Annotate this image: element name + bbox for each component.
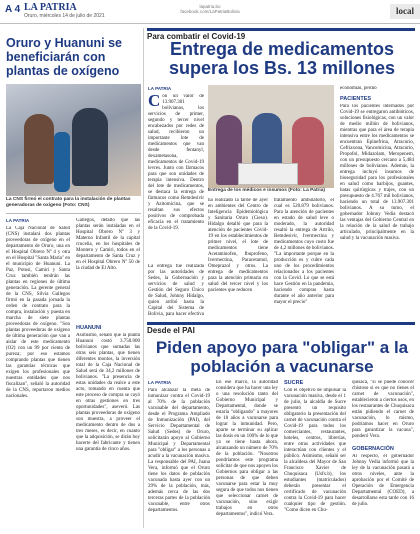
page-header bbox=[0, 0, 420, 24]
bottom-column-1: Para alcanzar la meta de inmunizar contra el Covid-19 al 70% de la población vacunable del departamento, desde el Programa Ampliado de Inmunización (PAI), del Servicio Departamental de Salud (Sedes) de Oruro, solicitarán apoyo al Gobierno Municipal y Departamental para "obligar" a los personas a acudir a la vacunación masiva. La responsable del PAI, Juana Vera, informó que el Oruro tiene los datos de población vacunada hasta ayer con un 29% de la población, más, además cerca de las dos terceras partes de la población vacunable, entre otros departamentos. bbox=[148, 388, 210, 513]
main-column-1 bbox=[148, 94, 204, 262]
web-address: lapatria.bo facebook.com/LaPatriaBolivia bbox=[180, 4, 240, 14]
photo-figure bbox=[54, 132, 70, 192]
main-column-3: ha realizado la tarde de ayer en ambientes del Centro de Inteligencia Epidemiológica y Sanitaria Oruro (Cieso). Hidalgo detalló que para la atención de pacientes Covid-19 en los establecimientos de primer nivel, el lote de medicamentos tiene Acetaminofen, Ibuprofeno, Ivermectina, Paracetamol, Omeprazol y otros. La entrega de medicamentos para la atención primaria en salud del tercer nivel y los pacientes que reducen bbox=[208, 198, 268, 293]
main-headline: Entrega de medicamentos supera los Bs. 13 millones bbox=[168, 39, 396, 78]
left-caption: La CNS firmó el contrato para la instalación de plantas generadoras de oxígeno (Foto: CNS) bbox=[6, 197, 131, 208]
main-caption: Entrega de los médicos e insumos (Foto: La Patria) bbox=[208, 188, 326, 193]
photo-box bbox=[238, 163, 298, 185]
bottom-headline: Piden apoyo para "obligar" a la población a vacunarse bbox=[155, 338, 409, 376]
main-column-5b: Para los pacientes internados por Covid-19 se entregaron antibióticos, soluciones fisiológicas, con un valor de medio millón de bolivianos, mientras que para el área de terapia intensiva entre los medicamentos se encuentran Epinefrina, Atracurio, Cefriaxona, Vancomicina, Atracurio, Propofol, Midazolam, Meropenem, con un presupuesto cercano a 5,484 millones de bolivianos. Además, la entrega incluyó insumos de bioseguridad para los profesionales en salud como barbijos, guantes, batas quirúrgicas y trajes, con un presupuesto de 4.767 mil bolivianos, haciendo un total de 13.907.301 bolivianos. A su turno, el gobernador Johnny Vedia destacó las ventajas del Gobierno Central en la relación de la salud de trabajo articulado, principalmente en la salud y la vacunación masiva. bbox=[340, 104, 414, 241]
main-byline: LA PATRIA bbox=[148, 86, 172, 91]
bottom-byline: LA PATRIA bbox=[148, 380, 172, 385]
bottom-kicker: Desde el PAI bbox=[147, 322, 415, 334]
issue-date: Oruro, miércoles 14 de julio de 2021 bbox=[24, 13, 105, 19]
photo-figure bbox=[72, 108, 108, 186]
left-photo bbox=[6, 84, 141, 196]
main-column-2: La entrega fue realizada por las autoridades de Sedes, la Gobernación y servicios de salud y Gestión del Seguro Único de Salud, Johnny Hidalgo, quien arribó hasta la Capital del Sistema de Bolivia, para hacer efectiva bbox=[148, 264, 204, 316]
bottom-column-4b: Al respecto, el gobernador Johnny Vedia informó que la ley de la vacunación pasará a otros niveles, ante la aprobación por el Comité de Operación de Emergencia Departamental (COED), a desarrollarse esta tarde con 16 de julio. bbox=[352, 454, 414, 507]
main-column-5: economías, perdió bbox=[340, 86, 377, 91]
left-column-2: Gallegos, detalló que las plantas serán instaladas en el Hospital Obrero Nº 3 y Materno Infantil de la capital cruceña, en los hospitales de Montero y Camiri, todos en el departamento de Santa Cruz y en el Hospital Obrero Nº 50 de la ciudad de El Alto. bbox=[76, 218, 140, 271]
main-subhead: PACIENTES bbox=[340, 96, 372, 102]
main-column-4: tratamiento ambulatorio, el cual es 520.879 bolivianos. Para la atención de pacientes en estado de salud leve o moderado, la autoridad resaltó la entrega de Artrilo, Bemdesivir, Ivermectina y medicamentos cuyo costo fue de 4,2 millones de bolivianos. "La importante porque en la producción es y cubre cada uno de los procedimientos relacionados a los pacientes con la Covid. Lo que se está hace Gestión en la pandemia, haciendo compras hasta durante el año anterior para mayor el precio" bbox=[274, 198, 334, 305]
drop-cap: C bbox=[148, 94, 161, 110]
page-number: A 4 bbox=[5, 4, 21, 15]
divider bbox=[6, 213, 141, 214]
bottom-subhead: SUCRE bbox=[284, 380, 304, 386]
main-column-1-text: on un valor de 13.907.301 bolivianos, los servicios de primer, segundo y tercer nivel encabezados por redes de salud, recibieron un importante lote de medicamentos que van desde fentanyl, dexametasona, medicamentos de Covid-19 levres. Junto con fármacos para que son unidades de terapia intensiva. Dentro del lote de medicamentos, se destaca la entrega de fármacos como Remdesivir y Azitomicina, que se resaltan sus efectos positivos de comprobada eficacia en el tratamiento de la Covid-19. bbox=[148, 94, 204, 231]
bottom-column-2: En ese marco, la autoridad considera que ha hacer una ley o una resolución tanto del Gobierno Municipal y Departamental, donde se estaría "obligando" a mayores de 18 años a vacunarse para lograr la inmunidad. Pero, aparte se terminar su aplicar las dosis en un 100% de lo que ya se tiene hasta ahora, alcanzando un número de 70% de la población. "Nosotros pondríamos este programa solicitar de que nos apoyen los Gobiernos para obligar a las personas de que deben vacunarse para estar la muy segura de que todos nos tienen que seleccionar carnet de vacunación, sino exigir trabajos en otros departamentos", indicó Vera. bbox=[216, 380, 278, 517]
section-tag: local bbox=[390, 4, 420, 19]
main-photo bbox=[208, 85, 334, 188]
left-column-1: La Caja Nacional de Salud (CNS) instalará dos plantas proveedoras de oxígeno en el departamento de Oruro, una en el Hospital Obrero Nº 4 y otra en el Hospital "Santa María" en el municipio de Huanuni. La Paz, Potosí, Camiri y Santa Cruz también tendrán las plantas en regiones de última generación. La gerente general de la CNS, Silvia Gallegos firmó en la pasada jornada la orden de contrato para la compra, instalación y puesta en marcha de siete plantas proveedoras de oxígeno. "Son plantas proveedoras de oxígeno de última generación que van a aislar de este medicamento (O2) con un 99 por ciento de pureza; por eso estamos comprando plantas que tienen las garantías técnicas que exigen los profesionales que nuestras entidades que nos fiscalizan", señaló la autoridad de la CNS, reportaron medios nacionales. bbox=[6, 226, 70, 399]
bottom-column-4: quisaca, "si se puede conocer chistoso si es que no tienes el carnet de vacunación", establecieron a ciertos usos, en los restaurantes de Chuquisaca están pidiendo el carnet de vacunación, lo mismo, podríamos hacer en Oruro para garantizar la vacuna", ponderó Vera. bbox=[352, 380, 414, 439]
left-headline: Oruro y Huanuni se beneficiarán con plantas de oxígeno bbox=[6, 36, 122, 78]
photo-figure bbox=[24, 114, 54, 184]
main-kicker: Para combatir el Covid-19 bbox=[147, 28, 415, 39]
bottom-subhead-2: GOBERNACIÓN bbox=[352, 446, 394, 452]
left-column-2b: Asimismo, señaló que la planta Huanuni costó 3.750.000 bolivianos que sumadas las otras seis plantas, que tienen diferentes montos, la inversión total de la Caja Nacional de Salud será de 34,2 millones de bolivianos. "La presencia de estas unidades da realce a este acto, tomando en cuenta que este proceso de compra se cayó en otras gestiones en tres oportunidades", aseveró. Las plantas proveedoras de oxígeno son muestra, a proveer el medicamento dentro de dos a tres meses, es decir, en cuanto que la adquisición, se dirán hoy hacerte del fabricante y tienen una garantía de cinco años. bbox=[76, 333, 140, 452]
left-subhead: HUANUNI bbox=[76, 325, 102, 331]
bottom-column-3: Con el objetivo de impulsar la vacunación masiva, desde el 1 de julio, la alcaldía de Sucre presentó un requisito obligatorio la presentación del carnet de vacunación contra el Covid-19 para todos los comerciantes, restaurantes, hoteles, centros, librerías, entre otras actividades que interactúan con clientes y el público. Asimismo, señaló ser la alcaldesa del Mayor de San Francisco Xavier de Chuquisaca (Usfx.b), los estudiantes (matriculados) deberán presentar el certificado de vacunación contra la Covid-19 para hacer cualquier tipo de gestión. "Como dicen en Chu- bbox=[284, 388, 346, 513]
masthead: LA PATRIA bbox=[24, 2, 77, 13]
column-divider bbox=[143, 28, 144, 528]
left-byline: LA PATRIA bbox=[6, 218, 30, 223]
